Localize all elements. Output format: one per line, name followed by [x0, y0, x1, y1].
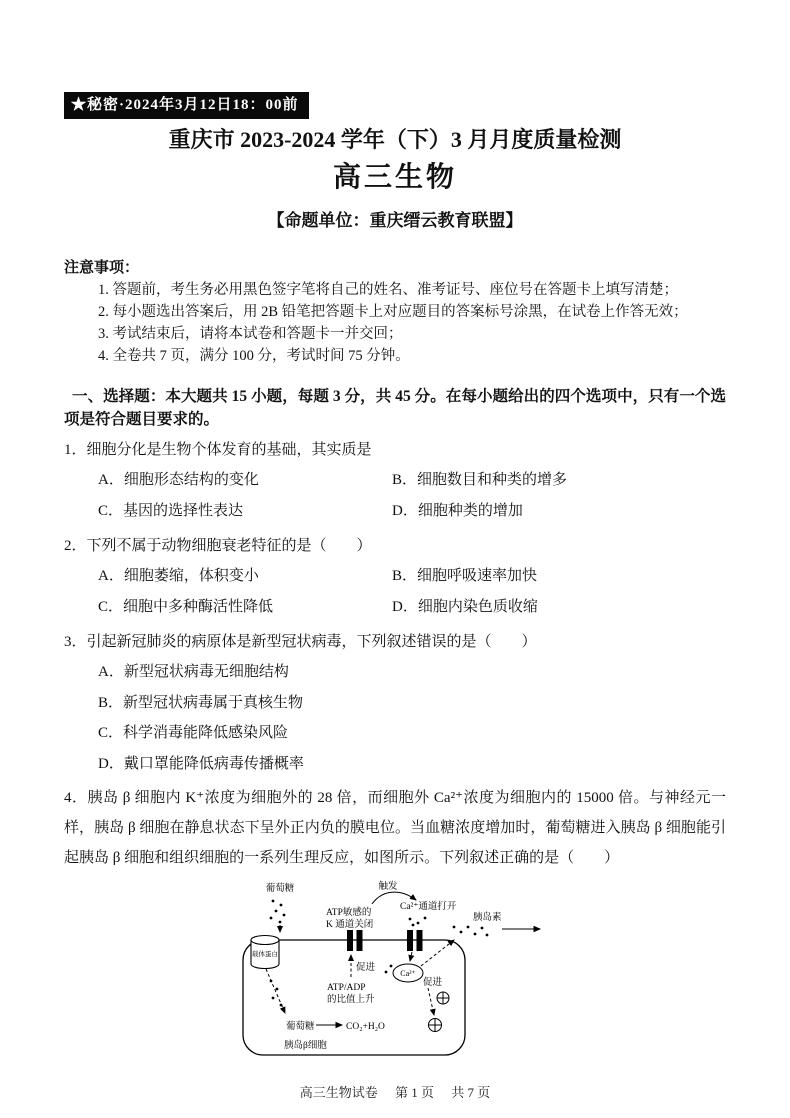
- ca-ion-dots-inside: [385, 965, 393, 974]
- insulin-vesicle-icon-2: [429, 1019, 442, 1032]
- question-2: [64, 531, 726, 623]
- subject-title: 高三生物: [332, 162, 457, 193]
- respiration-product-label: CO₂+H₂O: [346, 1022, 385, 1032]
- ca-ion-dots-outside: [409, 917, 427, 927]
- notice-item-4: 4. 全卷共 7 页，满分 100 分，考试时间 75 分钟。: [98, 348, 410, 364]
- question-3-option-b: B．新型冠状病毒属于真核生物: [98, 694, 304, 711]
- atp-adp-label-line2: 的比值上升: [327, 995, 375, 1005]
- k-channel-label-line2: K 通道关闭: [326, 920, 374, 930]
- promote-2-label: 促进: [423, 978, 443, 988]
- committee-line: 【命题单位：重庆缙云教育联盟】: [267, 211, 523, 230]
- footer-paper-label: 高三生物试卷: [299, 1085, 378, 1100]
- page-footer: [64, 1082, 726, 1101]
- question-4-stem: 4．胰岛 β 细胞内 K⁺浓度为细胞外的 28 倍，而细胞外 Ca²⁺浓度为细胞内的 15000 倍。与神经元一样，胰岛 β 细胞在静息状态下呈外正内负的膜电位。当血糖浓度增加时，葡萄糖进入胰岛 β 细胞能引起胰岛 β 细胞和组织细胞的一系列生理反应，如图所示。下列叙述正确的是（ ）: [64, 790, 726, 866]
- question-2-option-d: D．细胞内染色质收缩: [392, 599, 538, 615]
- question-2-option-c: C．细胞中多种酶活性降低: [98, 599, 274, 615]
- question-2-option-a: A．细胞萎缩，体积变小: [98, 568, 259, 584]
- carrier-protein-icon: [251, 936, 279, 969]
- section-one-heading: 一、选择题：本大题共 15 小题，每题 3 分，共 45 分。在每小题给出的四个选项中，只有一个选项是符合题目要求的。: [64, 388, 726, 428]
- k-channel-label-line1: ATP敏感的: [326, 908, 372, 918]
- notices-block: [64, 257, 726, 367]
- question-1-option-d: D．细胞种类的增加: [392, 503, 523, 519]
- question-4: [64, 783, 726, 873]
- glucose-molecule-dots: [270, 900, 286, 924]
- notices-heading: 注意事项：: [64, 260, 140, 276]
- ca-channel-label: Ca²⁺通道打开: [400, 902, 457, 912]
- insulin-secretion-diagram: [240, 877, 550, 1067]
- question-1: [64, 435, 726, 527]
- notice-item-3: 3. 考试结束后，请将本试卷和答题卡一并交回；: [98, 326, 403, 342]
- question-3-stem: 3．引起新冠肺炎的病原体是新型冠状病毒，下列叙述错误的是（ ）: [64, 634, 537, 650]
- trigger-label: 触发: [378, 882, 398, 892]
- promote-1-label: 促进: [356, 963, 376, 973]
- question-3-option-d: D．戴口罩能降低病毒传播概率: [98, 755, 304, 772]
- question-2-option-b: B．细胞呼吸速率加快: [392, 568, 538, 584]
- question-1-stem: 1．细胞分化是生物个体发育的基础，其实质是: [64, 442, 372, 458]
- question-3-option-c: C．科学消毒能降低感染风险: [98, 725, 289, 741]
- footer-page-number: 第 1 页: [394, 1085, 434, 1100]
- atp-adp-label-line1: ATP/ADP: [327, 983, 366, 993]
- question-2-stem: 2．下列不属于动物细胞衰老特征的是（ ）: [64, 538, 372, 554]
- insulin-vesicle-icon-1: [437, 992, 449, 1004]
- insulin-label: 胰岛素: [473, 913, 502, 923]
- carrier-protein-label: 载体蛋白: [252, 951, 278, 958]
- insulin-granule-dots: [453, 926, 489, 937]
- glucose-outside-label: 葡萄糖: [265, 884, 295, 894]
- secrecy-banner: ★秘密·2024年3月12日18：00前: [64, 92, 309, 119]
- notice-item-2: 2. 每小题选出答案后，用 2B 铅笔把答题卡上对应题目的答案标号涂黑，在试卷上作答无效；: [98, 304, 688, 320]
- cell-label: 胰岛β细胞: [284, 1041, 327, 1051]
- question-3-option-a: A．新型冠状病毒无细胞结构: [98, 664, 289, 680]
- glucose-inside-label: 葡萄糖: [286, 1022, 315, 1032]
- footer-total-pages: 共 7 页: [451, 1085, 491, 1100]
- question-1-option-a: A．细胞形态结构的变化: [98, 472, 259, 488]
- question-1-option-c: C．基因的选择性表达: [98, 503, 244, 519]
- glucose-inside-dots: [270, 980, 283, 1007]
- ca-ion-label: Ca²⁺: [400, 969, 416, 978]
- notice-item-1: 1. 答题前，考生务必用黑色签字笔将自己的姓名、准考证号、座位号在答题卡上填写清楚；: [98, 282, 678, 298]
- question-3: [64, 627, 726, 779]
- question-4-diagram: [240, 877, 726, 1072]
- question-1-option-b: B．细胞数目和种类的增多: [392, 472, 568, 488]
- exam-title: 重庆市 2023-2024 学年（下）3 月月度质量检测: [168, 127, 622, 152]
